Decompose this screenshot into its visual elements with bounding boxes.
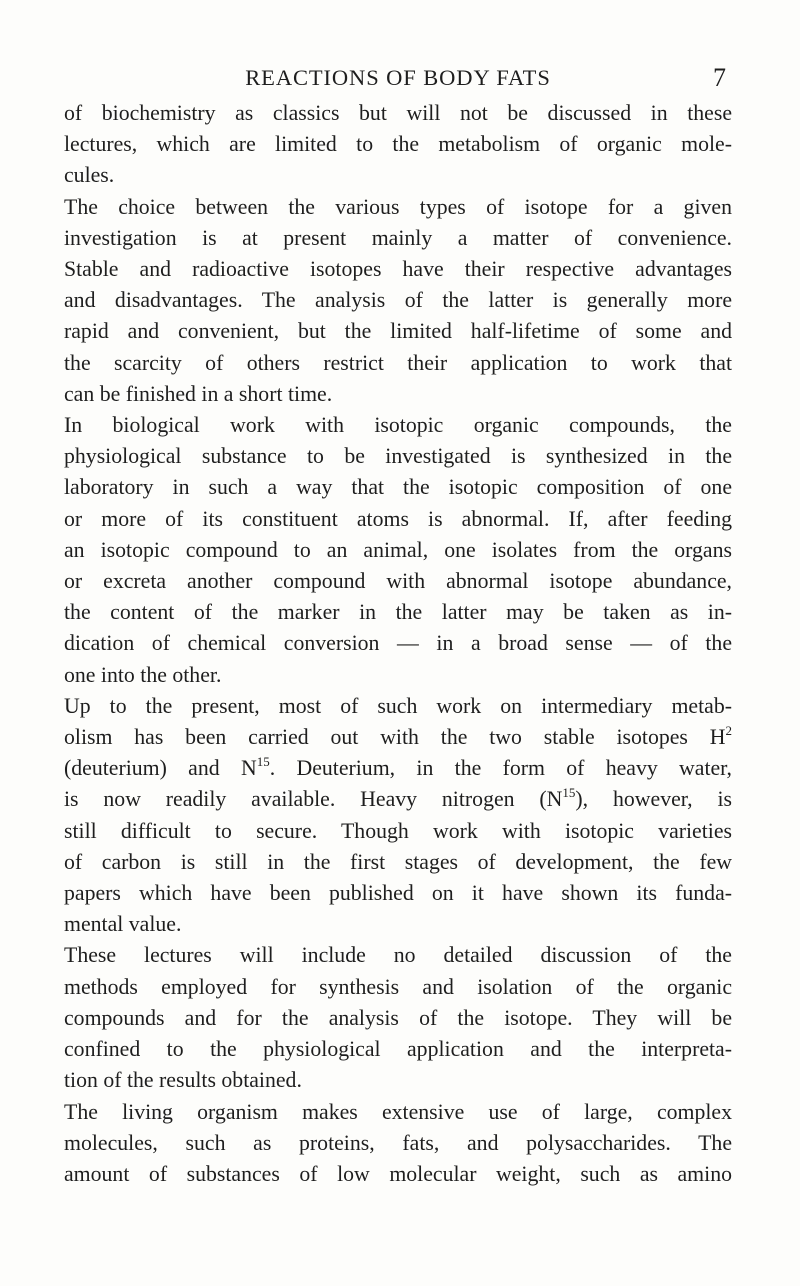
text-line: and disadvantages. The analysis of the latter is generally more [64, 288, 732, 313]
text-line: confined to the physiological application and the interpreta- [64, 1037, 732, 1062]
text-line: the content of the marker in the latter may be taken as in- [64, 600, 732, 625]
text-run: olism has been carried out with the two stable isotopes H [64, 725, 726, 750]
text-line: the scarcity of others restrict their application to work that [64, 350, 732, 375]
paragraph-3 [64, 410, 732, 691]
text-line: laboratory in such a way that the isotopic composition of one [64, 475, 732, 500]
text-line: one into the other. [64, 662, 222, 687]
text-line: tion of the results obtained. [64, 1068, 302, 1093]
text-line: can be finished in a short time. [64, 381, 333, 406]
paragraph-4 [64, 691, 732, 941]
text-line: of carbon is still in the first stages of development, the few [64, 849, 732, 874]
text-line: cules. [64, 163, 115, 188]
text-line: or excreta another compound with abnormal isotope abundance, [64, 569, 732, 594]
paragraph-2 [64, 192, 732, 410]
superscript: 15 [256, 754, 270, 770]
text-line [64, 753, 732, 784]
paragraph-6 [64, 1097, 732, 1191]
text-run: is now readily available. Heavy nitrogen (N [64, 787, 563, 812]
text-line: mental value. [64, 912, 182, 937]
text-line: compounds and for the analysis of the isotope. They will be [64, 1005, 732, 1030]
text-line: an isotopic compound to an animal, one isolates from the organs [64, 537, 732, 562]
text-run: (deuterium) and N [64, 756, 257, 781]
text-line: molecules, such as proteins, fats, and polysaccharides. The [64, 1130, 732, 1155]
text-line: still difficult to secure. Though work with isotopic varieties [64, 818, 732, 843]
text-line: lectures, which are limited to the metabolism of organic mole- [64, 132, 732, 157]
text-line: The living organism makes extensive use of large, complex [64, 1099, 732, 1124]
text-line: rapid and convenient, but the limited half-lifetime of some and [64, 319, 732, 344]
text-line: or more of its constituent atoms is abnormal. If, after feeding [64, 506, 732, 531]
text-line: of biochemistry as classics but will not be discussed in these [64, 101, 732, 125]
text-line: The choice between the various types of isotope for a given [64, 194, 732, 219]
text-run: ), however, is [575, 787, 732, 812]
paragraph-5 [64, 940, 732, 1096]
superscript: 15 [562, 785, 576, 801]
text-line: methods employed for synthesis and isolation of the organic [64, 974, 732, 999]
text-line: investigation is at present mainly a matter of convenience. [64, 225, 732, 250]
text-run: . Deuterium, in the form of heavy water, [269, 756, 733, 781]
text-line: physiological substance to be investigated is synthesized in the [64, 444, 732, 469]
text-line: Stable and radioactive isotopes have their respective advantages [64, 257, 732, 282]
running-title: REACTIONS OF BODY FATS [245, 65, 551, 90]
text-line [64, 784, 732, 815]
body-text [64, 98, 732, 1190]
paragraph-1 [64, 98, 732, 192]
text-line: In biological work with isotopic organic compounds, the [64, 413, 732, 438]
text-line: Up to the present, most of such work on intermediary metab- [64, 693, 732, 718]
text-line: These lectures will include no detailed discussion of the [64, 943, 732, 968]
running-head [64, 62, 732, 94]
text-line: dication of chemical conversion — in a broad sense — of the [64, 631, 732, 656]
page-number: 7 [713, 63, 726, 92]
text-line [64, 722, 732, 753]
superscript: 2 [725, 723, 732, 739]
text-line: amount of substances of low molecular weight, such as amino [64, 1161, 732, 1186]
text-line: papers which have been published on it have shown its funda- [64, 881, 732, 906]
